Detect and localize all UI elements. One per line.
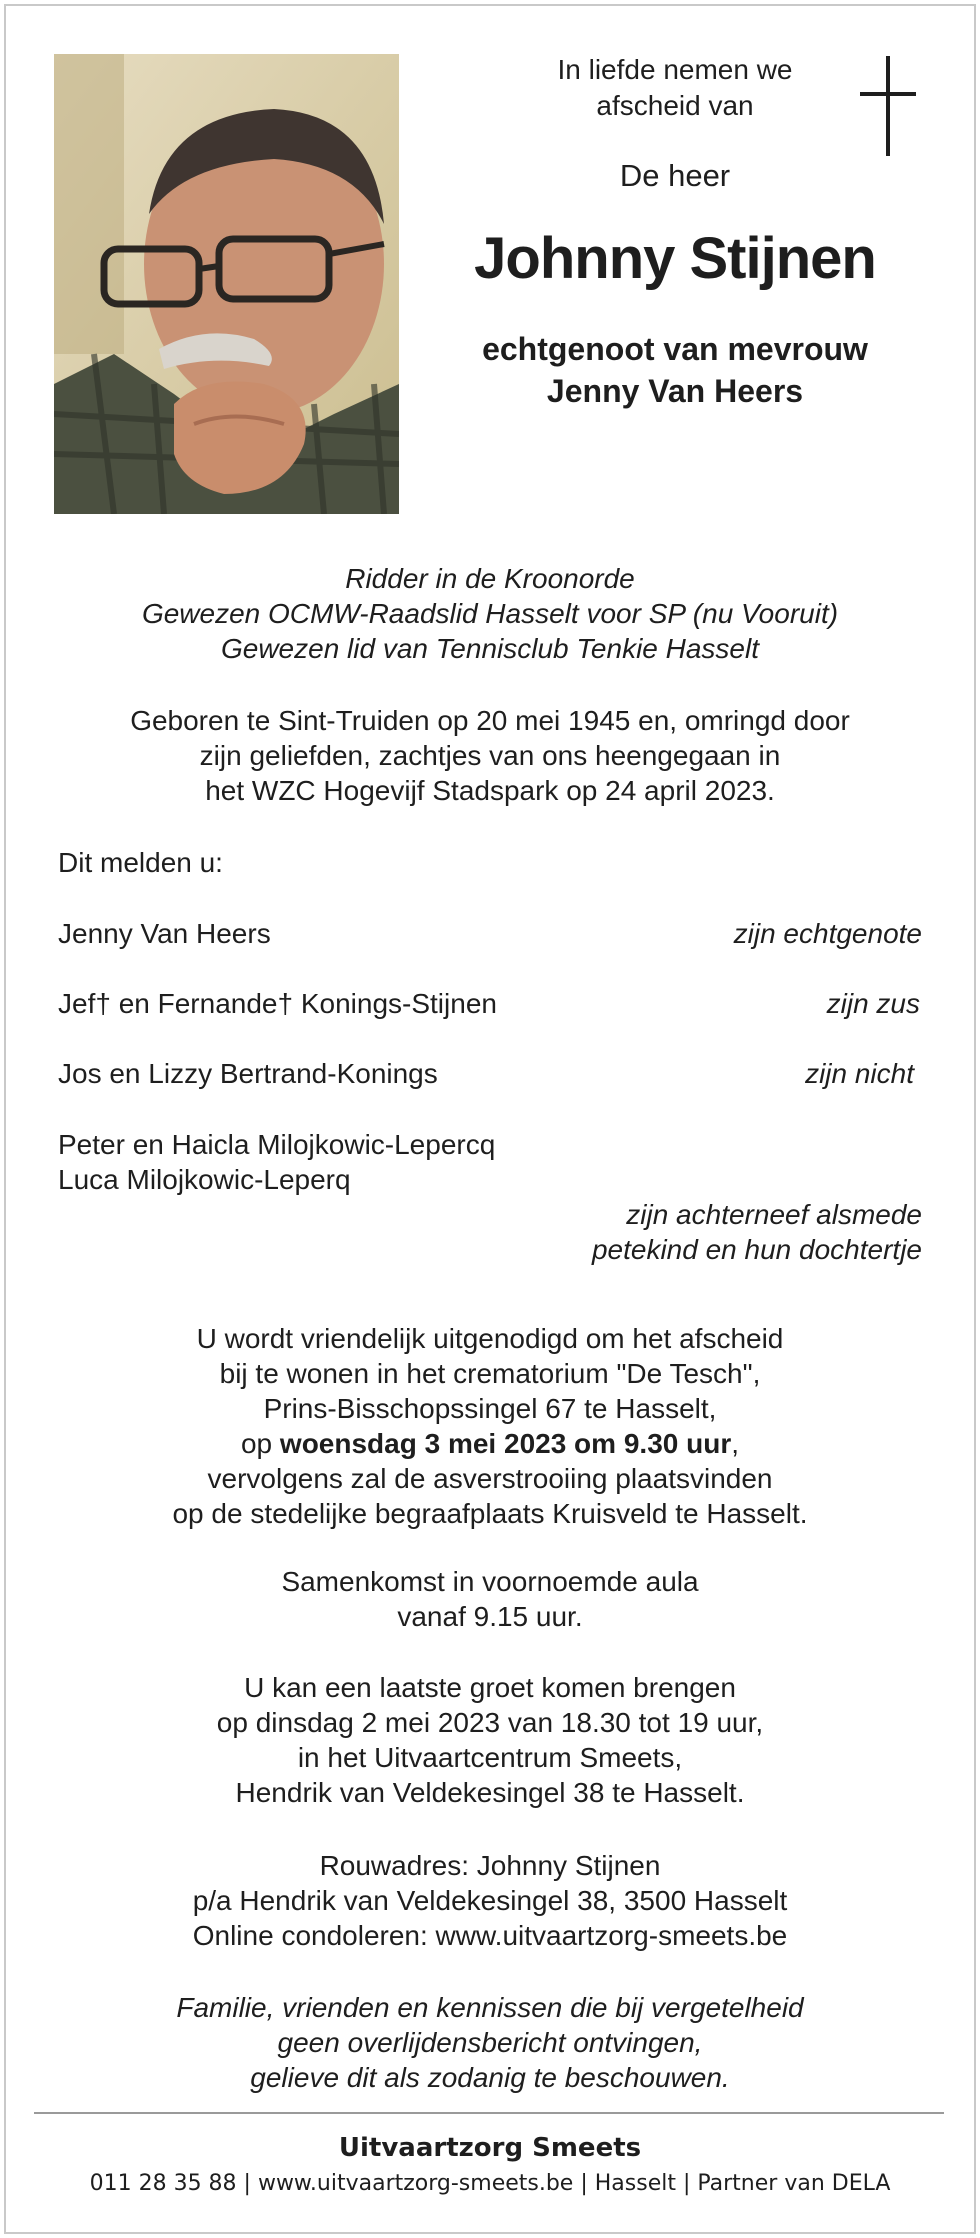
relative-relation: zijn echtgenote	[733, 918, 922, 949]
titles-block	[60, 561, 920, 666]
intro-line-2: afscheid van	[596, 90, 754, 121]
spouse-line-2: Jenny Van Heers	[546, 373, 804, 409]
address-line: p/a Hendrik van Veldekesingel 38, 3500 Hasselt	[192, 1885, 788, 1916]
ceremony-date-prefix: op	[240, 1428, 280, 1459]
portrait-photo	[54, 54, 399, 514]
gathering-block	[60, 1564, 920, 1634]
spouse-line-1: echtgenoot van mevrouw	[482, 331, 868, 367]
birth-line: Geboren te Sint-Truiden op 20 mei 1945 en, omringd door	[130, 705, 850, 736]
address-block	[60, 1848, 920, 1953]
spouse-info	[430, 328, 920, 412]
relative-names: Peter en Haicla Milojkowic-Lepercq	[58, 1129, 496, 1160]
gathering-line: vanaf 9.15 uur.	[397, 1601, 583, 1632]
birth-line: het WZC Hogevijf Stadspark op 24 april 2023.	[205, 775, 775, 806]
relative-names: Luca Milojkowic-Leperq	[58, 1164, 351, 1195]
ceremony-block	[60, 1321, 920, 1531]
ceremony-line: bij te wonen in het crematorium "De Tesch",	[219, 1358, 761, 1389]
closing-line: gelieve dit als zodanig te beschouwen.	[250, 2062, 730, 2093]
funeral-home-info: 011 28 35 88 | www.uitvaartzorg-smeets.be | Hasselt | Partner van DELA	[89, 2171, 891, 2196]
address-line: Online condoleren: www.uitvaartzorg-smeets.be	[192, 1920, 788, 1951]
relative-relation: zijn achterneef alsmede	[626, 1199, 922, 1230]
title-line: Gewezen lid van Tennisclub Tenkie Hasselt	[220, 633, 759, 664]
closing-line: geen overlijdensbericht ontvingen,	[277, 2027, 703, 2058]
visitation-block	[60, 1670, 920, 1810]
gathering-line: Samenkomst in voornoemde aula	[281, 1566, 699, 1597]
footer-divider	[34, 2112, 944, 2114]
birth-line: zijn geliefden, zachtjes van ons heengegaan in	[199, 740, 781, 771]
address-line: Rouwadres: Johnny Stijnen	[319, 1850, 661, 1881]
title-line: Ridder in de Kroonorde	[345, 563, 635, 594]
birth-block	[60, 703, 920, 808]
relative-names: Jos en Lizzy Bertrand-Konings	[58, 1058, 438, 1089]
relative-group-names	[58, 1127, 495, 1197]
ceremony-date-suffix: ,	[731, 1428, 739, 1459]
closing-block	[60, 1990, 920, 2095]
visitation-line: op dinsdag 2 mei 2023 van 18.30 tot 19 uur,	[216, 1707, 764, 1738]
relative-group-relation	[592, 1197, 922, 1267]
ceremony-line: Prins-Bisschopssingel 67 te Hasselt,	[263, 1393, 717, 1424]
ceremony-date-line	[60, 1426, 920, 1461]
ceremony-line: op de stedelijke begraafplaats Kruisveld te Hasselt.	[172, 1498, 808, 1529]
funeral-home-name: Uitvaartzorg Smeets	[338, 2133, 642, 2163]
relative-relation: petekind en hun dochtertje	[591, 1234, 922, 1265]
visitation-line: Hendrik van Veldekesingel 38 te Hasselt.	[235, 1777, 745, 1808]
relative-names: Jenny Van Heers	[58, 918, 271, 949]
ceremony-line: vervolgens zal de asverstrooiing plaatsvinden	[207, 1463, 773, 1494]
relative-relation: zijn nicht	[805, 1058, 914, 1089]
visitation-line: in het Uitvaartcentrum Smeets,	[297, 1742, 683, 1773]
relative-names: Jef† en Fernande† Konings-Stijnen	[58, 988, 497, 1019]
ceremony-date: woensdag 3 mei 2023 om 9.30 uur	[279, 1428, 732, 1459]
title-line: Gewezen OCMW-Raadslid Hasselt voor SP (nu Vooruit)	[141, 598, 839, 629]
relative-relation: zijn zus	[826, 988, 920, 1019]
ceremony-line: U wordt vriendelijk uitgenodigd om het afscheid	[196, 1323, 784, 1354]
announce-text: Dit melden u:	[58, 847, 223, 878]
salutation: De heer	[619, 158, 731, 193]
deceased-name: Johnny Stijnen	[474, 226, 876, 291]
visitation-line: U kan een laatste groet komen brengen	[244, 1672, 736, 1703]
intro-line-1: In liefde nemen we	[557, 54, 793, 85]
closing-line: Familie, vrienden en kennissen die bij vergetelheid	[176, 1992, 804, 2023]
